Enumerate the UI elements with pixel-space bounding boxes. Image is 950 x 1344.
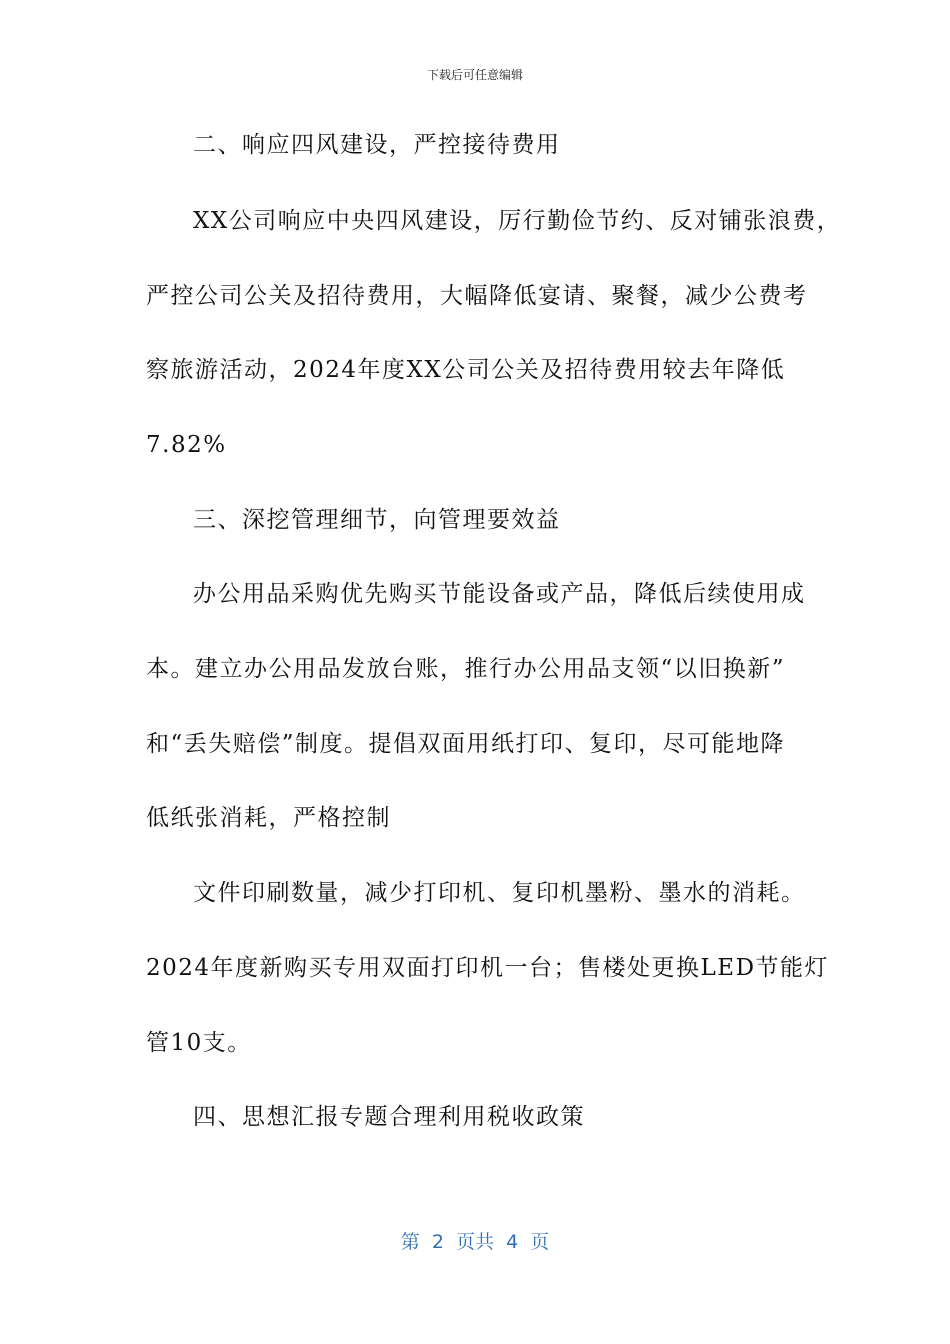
paragraph-line: 低纸张消耗，严格控制	[146, 805, 391, 831]
paragraph-line: 7.82%	[146, 432, 227, 458]
paragraph-line: 本。建立办公用品发放台账，推行办公用品支领“以旧换新”	[146, 656, 786, 682]
paragraph-line: XX公司响应中央四风建设，厉行勤俭节约、反对铺张浪费，	[193, 208, 842, 234]
paragraph-line: 管10支。	[146, 1030, 252, 1056]
section-heading-4: 四、思想汇报专题合理利用税收政策	[193, 1104, 585, 1130]
section-heading-3: 三、深挖管理细节，向管理要效益	[193, 507, 561, 533]
paragraph-line: 严控公司公关及招待费用，大幅降低宴请、聚餐，减少公费考	[146, 283, 808, 309]
paragraph-line: 2024年度新购买专用双面打印机一台；售楼处更换LED节能灯	[146, 955, 830, 981]
header-note: 下载后可任意编辑	[426, 68, 523, 82]
paragraph-line: 文件印刷数量，减少打印机、复印机墨粉、墨水的消耗。	[193, 880, 806, 906]
page-number-footer: 第 2 页共 4 页	[400, 1231, 550, 1253]
paragraph-line: 办公用品采购优先购买节能设备或产品，降低后续使用成	[193, 581, 806, 607]
paragraph-line: 和“丢失赔偿”制度。提倡双面用纸打印、复印，尽可能地降	[146, 731, 786, 757]
section-heading-2: 二、响应四风建设，严控接待费用	[193, 132, 561, 158]
paragraph-line: 察旅游活动，2024年度XX公司公关及招待费用较去年降低	[146, 357, 786, 383]
